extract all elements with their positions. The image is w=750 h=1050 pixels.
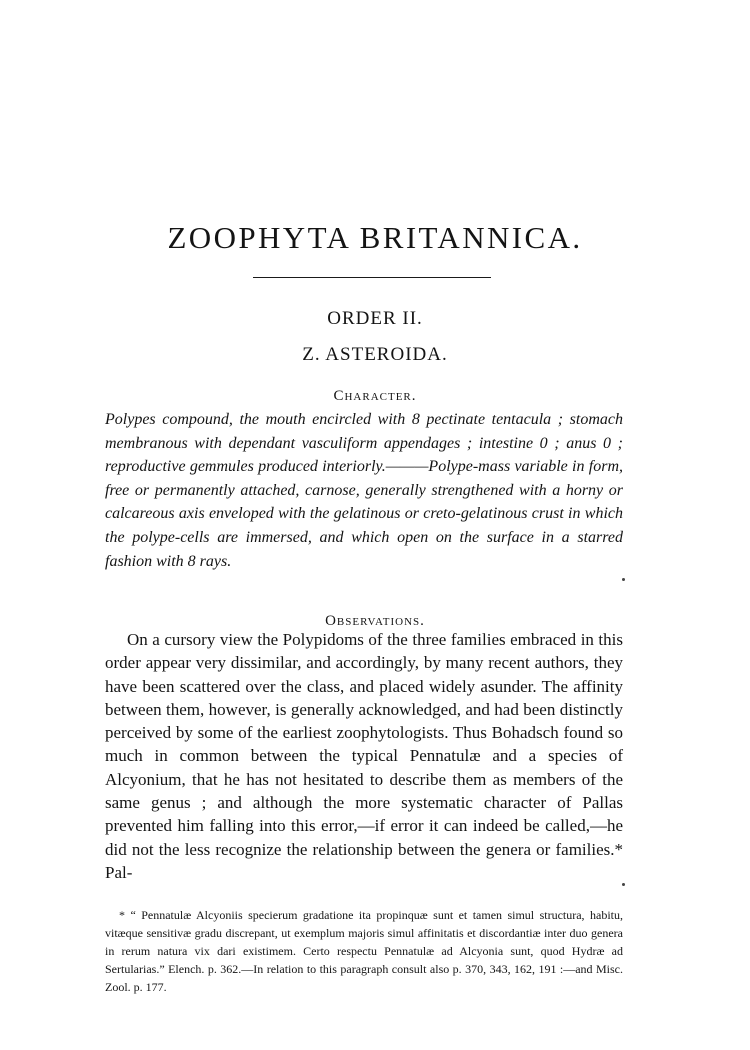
character-heading: Character. (333, 388, 417, 404)
running-title: ZOOPHYTA BRITANNICA. (167, 220, 583, 255)
footnote: * “ Pennatulæ Alcyoniis specierum gradatione ita propinquæ sunt et tamen simul structura, habitu, vitæque sensitivæ gradu discrepant, ut exemplum majoris simul affinitatis et discordantiæ inter duo genera in rerum natura vix dari existimem. Certo respectu Pennatulæ ad Alcyonia sunt, quod Hydræ ad Sertularias.” Elench. p. 362.—In relation to this paragraph consult also p. 370, 343, 162, 191 :—and Misc. Zool. p. 177. (105, 908, 623, 994)
order-name: Z. ASTEROIDA. (302, 344, 448, 365)
order-heading: ORDER II. (327, 308, 423, 329)
observations-paragraph: On a cursory view the Polypidoms of the three families embraced in this order appear very dissimilar, and accordingly, by many recent authors, they have been scattered over the class, and placed widely asunder. The affinity between them, however, is generally acknowledged, and had been distinctly perceived by some of the earliest zoophytologists. Thus Bohadsch found so much in common between the typical Pennatulæ and a species of Alcyonium, that he has not hesitated to describe them as members of the same genus ; and although the more systematic character of Pallas prevented him falling into this error,—if error it can indeed be called,—he did not the less recognize the relationship between the genera or families.* Pal- (105, 630, 623, 882)
observations-heading: Observations. (325, 613, 425, 629)
character-paragraph: Polypes compound, the mouth encircled with 8 pectinate tentacula ; stomach membranous with dependant vasculiform appendages ; intestine 0 ; anus 0 ; reproductive gemmules produced interiorly.———Polype-mass variable in form, free or permanently attached, carnose, generally strengthened with a horny or calcareous axis enveloped with the gelatinous or creto-gelatinous crust in which the polype-cells are immersed, and which open on the surface in a starred fashion with 8 rays. (105, 411, 623, 570)
print-speck (622, 883, 625, 886)
title-rule (253, 277, 491, 278)
print-speck (622, 578, 625, 581)
